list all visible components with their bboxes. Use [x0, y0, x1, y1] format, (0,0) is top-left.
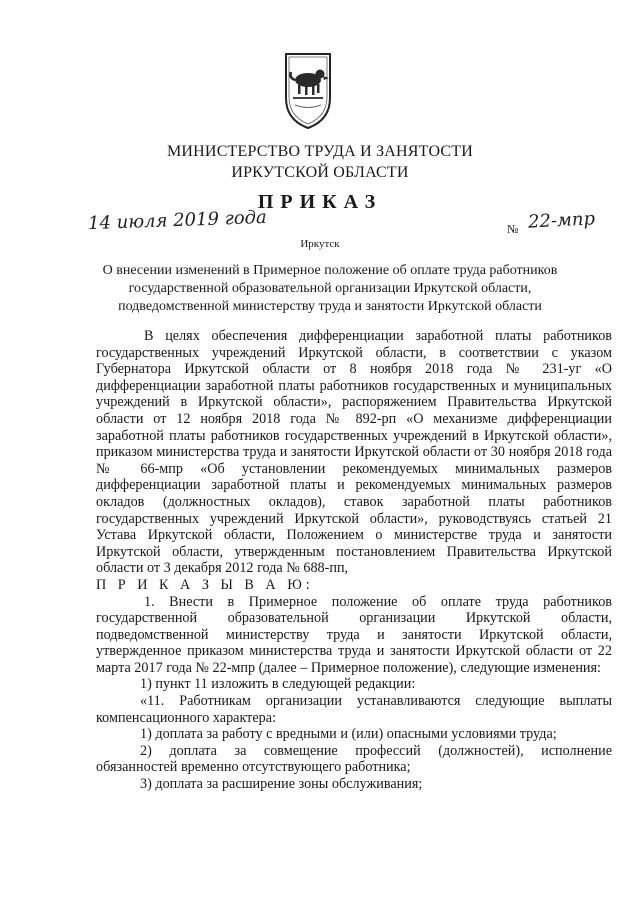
- document-subject: О внесении изменений в Примерное положение об оплате труда работников государственной образовательной организации Иркутской области, подведомственной министерству труда и занятости Иркутской области: [102, 263, 558, 314]
- subitem-1: 1) пункт 11 изложить в следующей редакции:: [140, 676, 416, 693]
- list-item-3: 3) доплата за расширение зоны обслуживания;: [140, 776, 423, 793]
- order-word: П Р И К А З Ы В А Ю:: [96, 576, 314, 593]
- preamble-paragraph: В целях обеспечения дифференциации заработной платы работников государственных учреждений Иркутской области, в соответствии с указом Губернатора Иркутской области от 8 ноября 2018 года № 231-уг «О дифференциации заработной платы работников государственных и муниципальных учреждений в Иркутской области», распоряжением Правительства Иркутской области от 12 ноября 2018 года № 892-рп «О механизме дифференциации заработной платы работников государственных учреждений в Иркутской области», приказом министерства труда и занятости Иркутской области от 30 ноября 2018 года № 66-мпр «Об установлении рекомендуемых минимальных размеров дифференциации заработной платы и рекомендуемых минимальных размеров окладов (должностных окладов), ставок заработной платы работников государственных учреждений Иркутской области», руководствуясь статьей 21 Устава Иркутской области, Положением о министерстве труда и занятости Иркутской области, утвержденным постановлением Правительства Иркутской области от 3 декабря 2012 года № 688-пп,: [96, 328, 612, 577]
- item-1-paragraph: 1. Внести в Примерное положение об оплате труда работников государственной образовательной организации Иркутской области, подведомственной министерству труда и занятости Иркутской области, утвержденное приказом министерства труда и занятости Иркутской области от 22 марта 2017 года № 22-мпр (далее – Примерное положение), следующие изменения:: [96, 593, 612, 676]
- list-item-1: 1) доплата за работу с вредными и (или) опасными условиями труда;: [140, 726, 557, 743]
- quote-paragraph: «11. Работникам организации устанавливаются следующие выплаты компенсационного характера:: [96, 693, 612, 726]
- coat-of-arms-icon: [283, 50, 333, 130]
- document-type-title: ПРИКАЗ: [257, 191, 383, 213]
- list-item-2: 2) доплата за совмещение профессий (должностей), исполнение обязанностей временно отсутствующего работника;: [96, 742, 612, 776]
- ministry-name-line2: ИРКУТСКОЙ ОБЛАСТИ: [231, 164, 409, 181]
- handwritten-date: 14 июля 2019 года: [87, 206, 268, 235]
- city-label: Иркутск: [300, 238, 340, 250]
- handwritten-number: 22-мпр: [527, 208, 596, 233]
- ministry-name-line1: МИНИСТЕРСТВО ТРУДА И ЗАНЯТОСТИ: [167, 143, 473, 160]
- document-body: [96, 328, 612, 793]
- number-prefix: №: [507, 222, 519, 236]
